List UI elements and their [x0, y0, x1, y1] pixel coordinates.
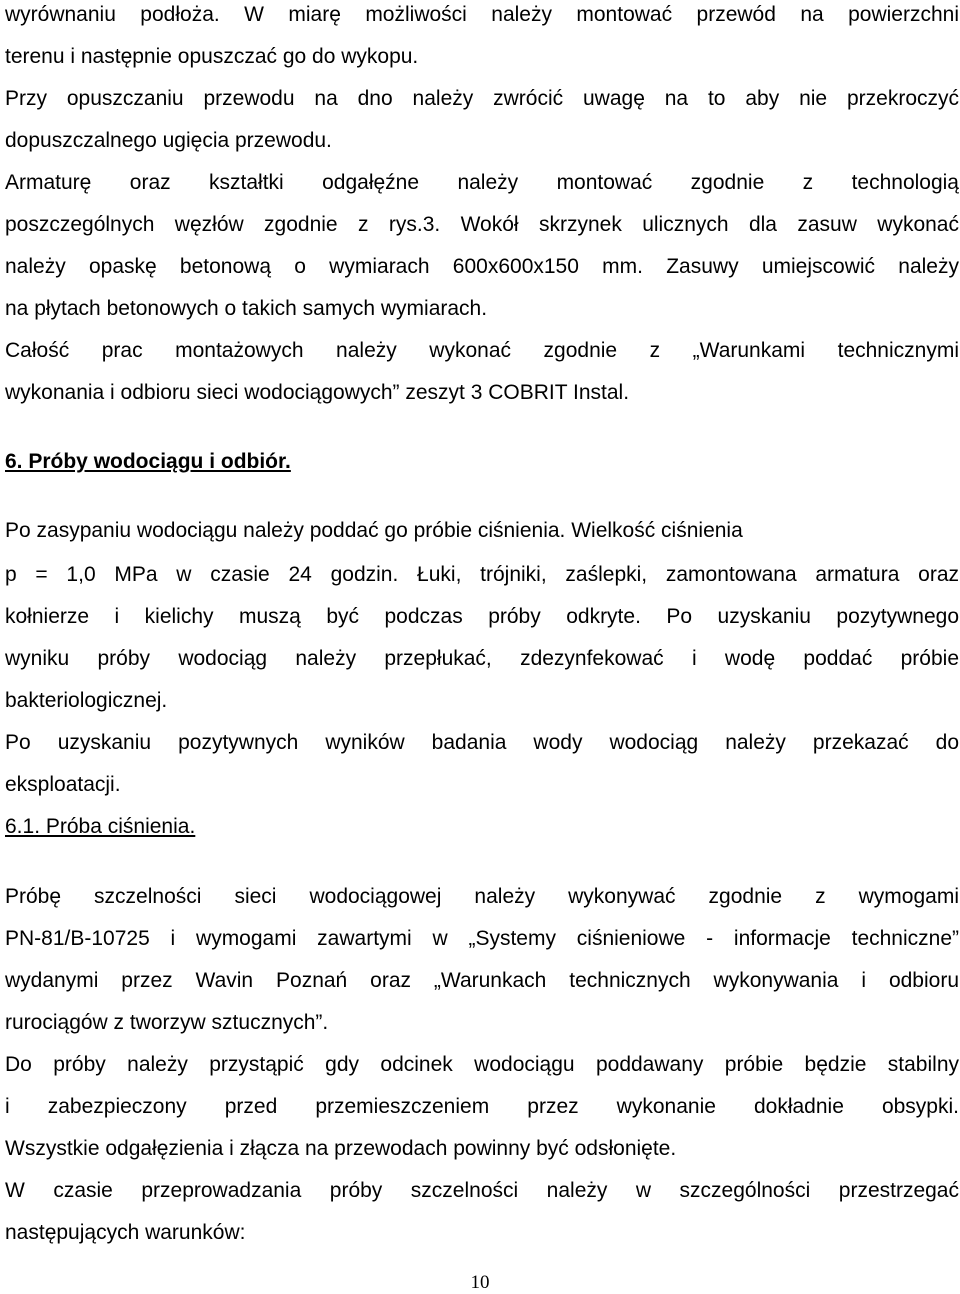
- paragraph-line: na płytach betonowych o takich samych wymiarach.: [5, 297, 488, 320]
- paragraph-line: poszczególnych węzłów zgodnie z rys.3. Wokół skrzynek ulicznych dla zasuw wykonać: [5, 213, 959, 236]
- paragraph-line: wydanymi przez Wavin Poznań oraz „Warunkach technicznych wykonywania i odbioru: [5, 969, 959, 992]
- paragraph-line: Całość prac montażowych należy wykonać zgodnie z „Warunkami technicznymi: [5, 339, 959, 362]
- paragraph-line: PN-81/B-10725 i wymogami zawartymi w „Systemy ciśnieniowe - informacje techniczne”: [5, 927, 959, 950]
- paragraph-line: następujących warunków:: [5, 1221, 246, 1244]
- paragraph-line: Do próby należy przystąpić gdy odcinek wodociągu poddawany próbie będzie stabilny: [5, 1053, 959, 1076]
- paragraph-line: kołnierze i kielichy muszą być podczas próby odkryte. Po uzyskaniu pozytywnego: [5, 605, 959, 628]
- paragraph-line: Armaturę oraz kształtki odgałęźne należy montować zgodnie z technologią: [5, 171, 959, 194]
- paragraph-line: wykonania i odbioru sieci wodociągowych” zeszyt 3 COBRIT Instal.: [5, 381, 630, 404]
- paragraph-line: eksploatacji.: [5, 773, 121, 796]
- paragraph-line: terenu i następnie opuszczać go do wykopu.: [5, 45, 419, 68]
- paragraph-line: wyniku próby wodociąg należy przepłukać, zdezynfekować i wodę poddać próbie: [5, 647, 959, 670]
- page-number: 10: [470, 1272, 490, 1293]
- paragraph-line: Wszystkie odgałęzienia i złącza na przewodach powinny być odsłonięte.: [5, 1137, 677, 1160]
- paragraph-line: W czasie przeprowadzania próby szczelności należy w szczególności przestrzegać: [5, 1179, 959, 1202]
- paragraph-line: rurociągów z tworzyw sztucznych”.: [5, 1011, 329, 1034]
- paragraph-line: i zabezpieczony przed przemieszczeniem przez wykonanie dokładnie obsypki.: [5, 1095, 959, 1118]
- paragraph-line: należy opaskę betonową o wymiarach 600x600x150 mm. Zasuwy umiejscowić należy: [5, 255, 959, 278]
- paragraph-line: Po uzyskaniu pozytywnych wyników badania wody wodociąg należy przekazać do: [5, 731, 959, 754]
- paragraph-line: Przy opuszczaniu przewodu na dno należy zwrócić uwagę na to aby nie przekroczyć: [5, 87, 959, 110]
- paragraph-line: wyrównaniu podłoża. W miarę możliwości należy montować przewód na powierzchni: [5, 3, 959, 26]
- paragraph-line: Próbę szczelności sieci wodociągowej należy wykonywać zgodnie z wymogami: [5, 885, 959, 908]
- paragraph-line: dopuszczalnego ugięcia przewodu.: [5, 129, 332, 152]
- section-heading: 6. Próby wodociągu i odbiór.: [5, 450, 291, 473]
- subsection-heading: 6.1. Próba ciśnienia.: [5, 815, 196, 838]
- paragraph-line: p = 1,0 MPa w czasie 24 godzin. Łuki, trójniki, zaślepki, zamontowana armatura oraz: [5, 563, 959, 586]
- paragraph-line: Po zasypaniu wodociągu należy poddać go próbie ciśnienia. Wielkość ciśnienia: [5, 519, 743, 542]
- paragraph-line: bakteriologicznej.: [5, 689, 168, 712]
